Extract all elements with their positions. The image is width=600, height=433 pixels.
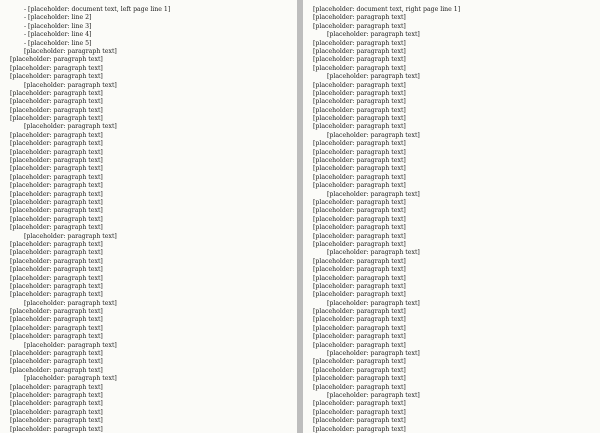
text-line: [placeholder: paragraph text]	[10, 140, 103, 148]
text-line: [placeholder: paragraph text]	[10, 106, 103, 114]
text-line: [placeholder: paragraph text]	[10, 115, 103, 123]
text-line: [placeholder: paragraph text]	[313, 274, 406, 282]
text-line: [placeholder: paragraph text]	[313, 366, 406, 374]
text-line: [placeholder: paragraph text]	[313, 173, 406, 181]
text-line: [placeholder: paragraph text]	[10, 324, 103, 332]
text-line: [placeholder: paragraph text]	[10, 282, 103, 290]
text-line: [placeholder: paragraph text]	[313, 333, 406, 341]
text-line: [placeholder: paragraph text]	[313, 375, 406, 383]
text-line: [placeholder: paragraph text]	[10, 207, 103, 215]
text-line: [placeholder: paragraph text]	[10, 56, 103, 64]
right-page	[303, 0, 600, 433]
text-line: [placeholder: paragraph text]	[10, 400, 103, 408]
text-line: [placeholder: paragraph text]	[313, 324, 406, 332]
text-line: [placeholder: paragraph text]	[10, 224, 103, 232]
text-line: [placeholder: paragraph text]	[313, 39, 406, 47]
text-line: [placeholder: paragraph text]	[313, 266, 406, 274]
text-line: [placeholder: paragraph text]	[313, 198, 406, 206]
text-line: [placeholder: paragraph text]	[10, 131, 103, 139]
text-line: [placeholder: paragraph text]	[327, 350, 420, 358]
text-line: [placeholder: paragraph text]	[313, 89, 406, 97]
text-line: - [placeholder: line 4]	[24, 31, 92, 39]
text-line: [placeholder: document text, right page line 1]	[313, 6, 461, 13]
text-line: [placeholder: paragraph text]	[10, 173, 103, 181]
text-line: [placeholder: paragraph text]	[313, 224, 406, 232]
text-line: [placeholder: paragraph text]	[313, 417, 406, 425]
text-line: [placeholder: paragraph text]	[313, 316, 406, 324]
text-line: [placeholder: paragraph text]	[10, 89, 103, 97]
text-line: [placeholder: paragraph text]	[10, 350, 103, 358]
text-line: [placeholder: paragraph text]	[313, 14, 406, 22]
text-line: [placeholder: paragraph text]	[327, 249, 420, 257]
text-line: [placeholder: paragraph text]	[10, 249, 103, 257]
text-line: [placeholder: paragraph text]	[313, 282, 406, 290]
text-line: [placeholder: paragraph text]	[24, 341, 117, 349]
text-line: [placeholder: paragraph text]	[10, 240, 103, 248]
text-line: [placeholder: paragraph text]	[313, 358, 406, 366]
text-line: [placeholder: paragraph text]	[327, 190, 420, 198]
text-line: [placeholder: paragraph text]	[313, 425, 406, 433]
text-line: [placeholder: paragraph text]	[10, 366, 103, 374]
text-line: [placeholder: paragraph text]	[24, 375, 117, 383]
text-line: [placeholder: paragraph text]	[313, 165, 406, 173]
text-line: [placeholder: paragraph text]	[10, 257, 103, 265]
text-line: [placeholder: paragraph text]	[10, 358, 103, 366]
text-line: [placeholder: paragraph text]	[313, 308, 406, 316]
text-line: - [placeholder: line 3]	[24, 22, 92, 30]
text-line: [placeholder: paragraph text]	[313, 64, 406, 72]
text-line: [placeholder: paragraph text]	[313, 182, 406, 190]
text-line: [placeholder: paragraph text]	[10, 333, 103, 341]
text-line: [placeholder: paragraph text]	[313, 207, 406, 215]
text-line: [placeholder: paragraph text]	[10, 73, 103, 81]
text-line: [placeholder: paragraph text]	[313, 47, 406, 55]
text-line: [placeholder: paragraph text]	[10, 383, 103, 391]
text-line: [placeholder: paragraph text]	[313, 81, 406, 89]
text-line: [placeholder: paragraph text]	[24, 81, 117, 89]
text-line: [placeholder: paragraph text]	[313, 232, 406, 240]
text-line: [placeholder: paragraph text]	[10, 417, 103, 425]
text-line: [placeholder: paragraph text]	[313, 257, 406, 265]
text-line: [placeholder: paragraph text]	[313, 341, 406, 349]
text-line: [placeholder: paragraph text]	[313, 148, 406, 156]
text-line: - [placeholder: line 5]	[24, 39, 92, 47]
text-line: [placeholder: paragraph text]	[313, 98, 406, 106]
text-line: [placeholder: paragraph text]	[313, 22, 406, 30]
text-line: [placeholder: paragraph text]	[10, 308, 103, 316]
text-line: [placeholder: paragraph text]	[313, 140, 406, 148]
text-line: [placeholder: paragraph text]	[10, 274, 103, 282]
text-line: [placeholder: paragraph text]	[24, 232, 117, 240]
text-line: [placeholder: paragraph text]	[313, 383, 406, 391]
text-line: [placeholder: paragraph text]	[10, 157, 103, 165]
text-line: [placeholder: paragraph text]	[327, 391, 420, 399]
text-line: - [placeholder: line 2]	[24, 14, 92, 22]
text-line: [placeholder: paragraph text]	[313, 123, 406, 131]
text-line: [placeholder: paragraph text]	[10, 198, 103, 206]
text-line: [placeholder: paragraph text]	[10, 316, 103, 324]
text-line: [placeholder: paragraph text]	[313, 240, 406, 248]
text-line: [placeholder: paragraph text]	[313, 291, 406, 299]
text-line: [placeholder: paragraph text]	[24, 47, 117, 55]
text-line: [placeholder: paragraph text]	[313, 400, 406, 408]
text-line: [placeholder: paragraph text]	[10, 425, 103, 433]
left-page	[0, 0, 297, 433]
text-line: [placeholder: paragraph text]	[10, 182, 103, 190]
text-line: [placeholder: paragraph text]	[327, 131, 420, 139]
text-line: [placeholder: paragraph text]	[313, 157, 406, 165]
text-line: [placeholder: paragraph text]	[10, 148, 103, 156]
text-line: [placeholder: paragraph text]	[24, 299, 117, 307]
text-line: [placeholder: paragraph text]	[10, 190, 103, 198]
text-line: - [placeholder: document text, left page line 1]	[24, 6, 171, 13]
text-line: [placeholder: paragraph text]	[10, 391, 103, 399]
text-line: [placeholder: paragraph text]	[327, 73, 420, 81]
text-line: [placeholder: paragraph text]	[24, 123, 117, 131]
text-line: [placeholder: paragraph text]	[10, 64, 103, 72]
text-line: [placeholder: paragraph text]	[10, 98, 103, 106]
text-line: [placeholder: paragraph text]	[10, 215, 103, 223]
text-line: [placeholder: paragraph text]	[10, 291, 103, 299]
text-line: [placeholder: paragraph text]	[313, 115, 406, 123]
text-line: [placeholder: paragraph text]	[10, 165, 103, 173]
text-line: [placeholder: paragraph text]	[327, 31, 420, 39]
text-line: [placeholder: paragraph text]	[327, 299, 420, 307]
text-line: [placeholder: paragraph text]	[10, 408, 103, 416]
text-line: [placeholder: paragraph text]	[313, 215, 406, 223]
text-line: [placeholder: paragraph text]	[10, 266, 103, 274]
text-line: [placeholder: paragraph text]	[313, 408, 406, 416]
text-line: [placeholder: paragraph text]	[313, 106, 406, 114]
text-line: [placeholder: paragraph text]	[313, 56, 406, 64]
